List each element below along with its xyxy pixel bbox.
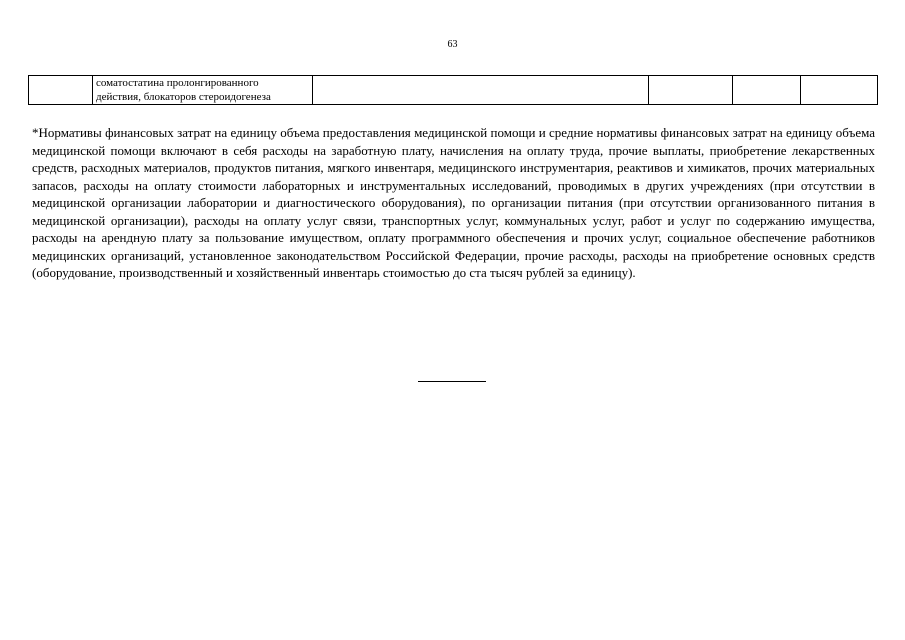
table-cell: [313, 76, 649, 105]
continuation-table: [28, 75, 878, 105]
table-cell-number: [29, 76, 93, 105]
footnote-paragraph: *Нормативы финансовых затрат на единицу объема предоставления медицинской помощи и средние нормативы финансовых затрат на единицу объема медицинской помощи включают в себя расходы на заработную плату, начисления на оплату труда, прочие выплаты, приобретение лекарственных средств, расходных материалов, продуктов питания, мягкого инвентаря, медицинского инструментария, реактивов и химикатов, прочих материальных запасов, расходы на оплату стоимости лабораторных и инструментальных исследований, проводимых в других учреждениях (при отсутствии в медицинской организации лаборатории и диагностического оборудования), по организации питания (при отсутствии организованного питания в медицинской организации), расходы на оплату услуг связи, транспортных услуг, коммунальных услуг, работ и услуг по содержанию имущества, расходы на арендную плату за пользование имуществом, оплату программного обеспечения и прочих услуг, социальное обеспечение работников медицинских организаций, установленное законодательством Российской Федерации, прочие расходы, расходы на приобретение основных средств (оборудование, производственный и хозяйственный инвентарь стоимостью до ста тысяч рублей за единицу).: [32, 125, 875, 280]
table-cell: [733, 76, 801, 105]
table-cell: [649, 76, 733, 105]
table-cell-name: соматостатина пролонгированного действия, блокаторов стероидогенеза: [93, 76, 313, 105]
end-divider-line: [418, 381, 486, 382]
page-number: 63: [447, 39, 458, 50]
table-row: [29, 76, 878, 105]
table-cell: [801, 76, 878, 105]
